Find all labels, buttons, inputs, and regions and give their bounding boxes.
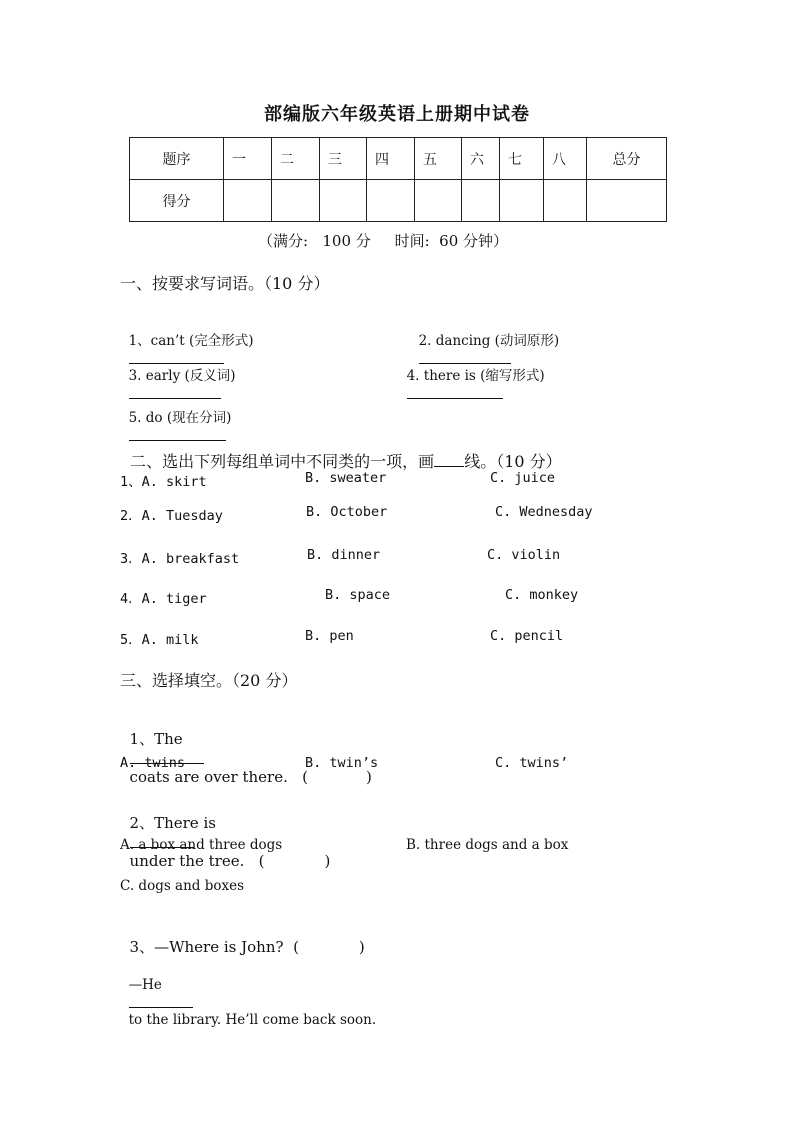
option-b: B. pen — [305, 628, 354, 644]
table-cell: 三 — [320, 138, 367, 180]
question-item: 3、—Where is John? ( ) — [129, 938, 365, 956]
table-cell: 四 — [367, 138, 415, 180]
score-cell[interactable] — [587, 180, 667, 222]
table-cell: 得分 — [130, 180, 224, 222]
question-item: 1、The coats are over there. ( ) — [129, 730, 372, 786]
underline-mark — [434, 452, 464, 467]
score-cell[interactable] — [320, 180, 367, 222]
option-c: C. pencil — [490, 628, 564, 644]
table-cell: 一 — [224, 138, 272, 180]
score-cell[interactable] — [544, 180, 587, 222]
option-b: B. sweater — [305, 470, 387, 486]
option-a: 2．A. Tuesday — [120, 508, 223, 524]
table-row — [130, 138, 667, 180]
option-b: B. twin’s — [305, 755, 379, 771]
score-table — [129, 137, 667, 222]
score-cell[interactable] — [415, 180, 462, 222]
section-heading: 三、选择填空。（20 分） — [120, 671, 298, 690]
option-b: B. dinner — [307, 547, 381, 563]
table-cell: 七 — [500, 138, 544, 180]
option-a: 3．A. breakfast — [120, 551, 240, 567]
section-heading: 一、按要求写词语。（10 分） — [120, 274, 330, 293]
section-heading: 二、选出下列每组单词中不同类的一项，画 线。（10 分） — [130, 452, 562, 471]
question-item: 3. early (反义词) — [120, 348, 236, 403]
option-b: B. space — [325, 587, 391, 603]
option-a: 4．A. tiger — [120, 591, 207, 607]
answer-blank[interactable] — [129, 993, 193, 1008]
question-item: 4. there is (缩写形式) — [398, 348, 545, 403]
option-c: C. violin — [487, 547, 561, 563]
question-item: 2. dancing (动词原形) — [410, 313, 559, 368]
question-item: 1、can’t (完全形式) — [120, 313, 254, 368]
answer-blank[interactable] — [407, 384, 503, 399]
option-c: C. twins’ — [495, 755, 569, 771]
question-item: 2、There is under the tree. ( ) — [129, 814, 331, 870]
option-b: B. three dogs and a box — [406, 837, 569, 853]
option-c: C. dogs and boxes — [120, 878, 245, 894]
table-cell: 总分 — [587, 138, 667, 180]
option-a: A. a box and three dogs — [120, 837, 283, 853]
score-cell[interactable] — [462, 180, 500, 222]
score-cell[interactable] — [224, 180, 272, 222]
option-b: B. October — [306, 504, 388, 520]
table-cell: 六 — [462, 138, 500, 180]
score-cell[interactable] — [272, 180, 320, 222]
table-cell: 五 — [415, 138, 462, 180]
exam-info: （满分: 100 分 时间: 60 分钟） — [258, 232, 509, 250]
option-c: C. juice — [490, 470, 556, 486]
question-line: —He to the library. He’ll come back soon. — [128, 977, 377, 1028]
option-a: A. twins — [120, 755, 186, 771]
option-a: 1、A. skirt — [120, 474, 207, 490]
score-cell[interactable] — [500, 180, 544, 222]
option-c: C. monkey — [505, 587, 579, 603]
table-row — [130, 180, 667, 222]
table-cell: 二 — [272, 138, 320, 180]
question-item: 5. do (现在分词) — [120, 390, 231, 445]
score-cell[interactable] — [367, 180, 415, 222]
option-c: C. Wednesday — [495, 504, 593, 520]
table-cell: 题序 — [130, 138, 224, 180]
option-a: 5．A. milk — [120, 632, 199, 648]
page-title: 部编版六年级英语上册期中试卷 — [264, 104, 530, 125]
table-cell: 八 — [544, 138, 587, 180]
